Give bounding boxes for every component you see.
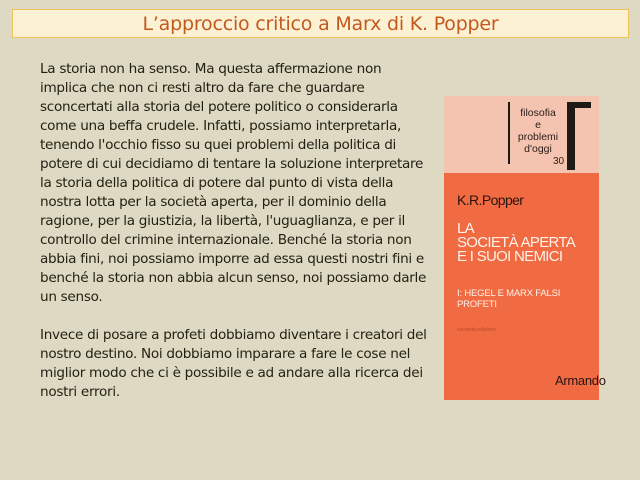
book-cover-image bbox=[444, 96, 606, 400]
book-title-line-3: E I SUOI NEMICI bbox=[457, 248, 563, 265]
paragraph-1: La storia non ha senso. Ma questa affermazione non implica che non ci resti altro da fare che guardare sconcertati alla storia del potere politico o considerarla come una beffa crudele. Infatti, possiamo interpretarla, tenendo l'occhio fisso su quei problemi della politica di potere di cui decidiamo di tentare la soluzione interpretare la storia della politica di potere dal punto di vista della nostra lotta per la società aperta, per il dominio della ragione, per la giustizia, la libertà, l'uguaglianza, e per il controllo del crimine internazionale. Benché la storia non abbia fini, noi possiamo imporre ad essa questi nostri fini e benché la storia non abbia alcun senso, noi possiamo darle un senso. bbox=[40, 61, 427, 305]
book-title-line-2: SOCIETÀ APERTA bbox=[457, 234, 576, 251]
book-author: K.R.Popper bbox=[457, 192, 524, 208]
series-line-3: problemi d'oggi bbox=[517, 131, 559, 155]
series-line-1: filosofia bbox=[520, 107, 556, 119]
book-series bbox=[509, 107, 567, 155]
book-edition-note: seconda edizione bbox=[457, 327, 496, 333]
book-publisher: Armando bbox=[555, 373, 606, 388]
book-title bbox=[457, 222, 597, 264]
slide-body-text bbox=[40, 60, 428, 402]
logo-bar-top bbox=[567, 102, 591, 108]
series-line-2: e bbox=[535, 119, 541, 131]
logo-bar bbox=[567, 102, 575, 170]
slide-title-box bbox=[12, 9, 629, 38]
slide-title: L’approccio critico a Marx di K. Popper bbox=[142, 12, 499, 35]
book-subtitle: I: HEGEL E MARX FALSI PROFETI bbox=[457, 288, 561, 310]
paragraph-2: Invece di posare a profeti dobbiamo diventare i creatori del nostro destino. Noi dobbiamo imparare a fare le cose nel miglior modo che ci è possibile e ad andare alla ricerca dei nostri errori. bbox=[40, 327, 427, 400]
book-series-number: 30 bbox=[553, 156, 565, 167]
book-title-line-1: LA bbox=[457, 220, 474, 237]
